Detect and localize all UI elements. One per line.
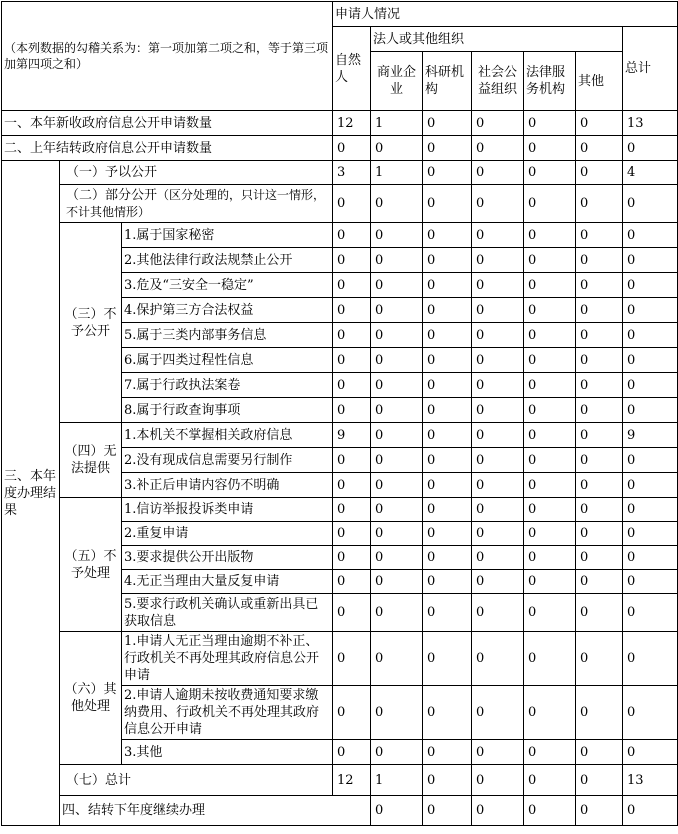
cell: 0 (524, 498, 576, 522)
cell: 1 (371, 765, 423, 796)
cell: 0 (623, 323, 678, 348)
cell: 0 (576, 111, 623, 136)
cell: 0 (371, 570, 423, 594)
cell: 0 (371, 498, 423, 522)
cell: 0 (623, 185, 678, 223)
cell: 0 (423, 740, 472, 765)
cell: 0 (623, 740, 678, 765)
cell: 0 (371, 686, 423, 740)
cell: 0 (423, 348, 472, 373)
row-label: 1.属于国家秘密 (122, 223, 333, 248)
cell: 0 (576, 448, 623, 473)
cell: 0 (472, 373, 524, 398)
cell: 0 (576, 136, 623, 161)
cell: 0 (472, 473, 524, 498)
cell: 0 (423, 398, 472, 423)
cell: 0 (423, 161, 472, 185)
cell: 0 (423, 546, 472, 570)
cell: 9 (333, 423, 371, 448)
table-row (2, 223, 678, 248)
cell: 0 (623, 796, 678, 826)
cell: 0 (524, 796, 576, 826)
cell: 0 (423, 423, 472, 448)
cell: 0 (524, 740, 576, 765)
cell: 0 (371, 740, 423, 765)
subgroup-label: （三）不予公开 (60, 223, 122, 423)
cell: 0 (524, 398, 576, 423)
cell: 0 (576, 765, 623, 796)
cell: 0 (623, 594, 678, 632)
subgroup-label: （五）不予处理 (60, 498, 122, 632)
row-label: 6.属于四类过程性信息 (122, 348, 333, 373)
cell: 0 (524, 185, 576, 223)
header-public-welfare: 社会公益组织 (472, 52, 524, 111)
cell: 0 (333, 448, 371, 473)
table-row (2, 632, 678, 686)
cell: 4 (623, 161, 678, 185)
cell: 0 (371, 223, 423, 248)
cell: 0 (333, 248, 371, 273)
cell: 0 (524, 273, 576, 298)
cell: 0 (423, 498, 472, 522)
cell: 0 (333, 398, 371, 423)
cell: 0 (333, 323, 371, 348)
cell: 1 (371, 161, 423, 185)
cell: 0 (333, 498, 371, 522)
cell: 0 (576, 161, 623, 185)
cell: 0 (333, 594, 371, 632)
cell: 0 (623, 686, 678, 740)
row-label: （七）总计 (60, 765, 333, 796)
cell: 0 (524, 632, 576, 686)
cell: 0 (333, 546, 371, 570)
cell: 0 (472, 594, 524, 632)
cell: 0 (623, 348, 678, 373)
cell: 0 (576, 546, 623, 570)
cell: 0 (576, 398, 623, 423)
cell: 0 (423, 185, 472, 223)
row-label: 2.没有现成信息需要另行制作 (122, 448, 333, 473)
row-label: 4.保护第三方合法权益 (122, 298, 333, 323)
row-label (60, 185, 333, 223)
cell: 0 (576, 248, 623, 273)
cell: 0 (623, 570, 678, 594)
row-label: 3.要求提供公开出版物 (122, 546, 333, 570)
cell: 0 (371, 546, 423, 570)
cell: 0 (333, 522, 371, 546)
cell: 0 (576, 740, 623, 765)
cell: 0 (423, 594, 472, 632)
row-label: 1.本机关不掌握相关政府信息 (122, 423, 333, 448)
cell: 0 (472, 348, 524, 373)
cell: 0 (423, 448, 472, 473)
row-label: 一、本年新收政府信息公开申请数量 (2, 111, 333, 136)
row-label: 四、结转下年度继续办理 (60, 796, 371, 826)
row-label: 3.其他 (122, 740, 333, 765)
table-row (2, 423, 678, 448)
cell: 13 (623, 111, 678, 136)
cell: 0 (524, 570, 576, 594)
cell: 0 (623, 273, 678, 298)
row-label: 2.重复申请 (122, 522, 333, 546)
cell: 0 (333, 473, 371, 498)
cell: 0 (576, 686, 623, 740)
cell: 0 (472, 223, 524, 248)
cell: 0 (371, 323, 423, 348)
subgroup-label: （六）其他处理 (60, 632, 122, 765)
cell: 0 (623, 398, 678, 423)
cell: 0 (623, 498, 678, 522)
cell: 0 (423, 298, 472, 323)
cell: 0 (423, 522, 472, 546)
cell: 0 (623, 522, 678, 546)
cell: 0 (472, 398, 524, 423)
cell: 0 (472, 323, 524, 348)
cell: 0 (472, 298, 524, 323)
cell: 0 (472, 248, 524, 273)
cell: 0 (576, 570, 623, 594)
cell: 0 (576, 273, 623, 298)
cell: 0 (576, 498, 623, 522)
cell: 0 (524, 136, 576, 161)
cell: 12 (333, 765, 371, 796)
table-row (2, 161, 678, 185)
cell: 0 (333, 136, 371, 161)
gov-info-disclosure-table (1, 1, 678, 826)
cell: 0 (423, 136, 472, 161)
cell: 0 (623, 632, 678, 686)
row-label: 3.补正后申请内容仍不明确 (122, 473, 333, 498)
cell: 0 (524, 298, 576, 323)
cell: 0 (472, 546, 524, 570)
cell: 0 (472, 185, 524, 223)
row-label: 5.属于三类内部事务信息 (122, 323, 333, 348)
cell: 0 (371, 185, 423, 223)
row-label: 3.危及“三安全一稳定” (122, 273, 333, 298)
cell: 0 (333, 223, 371, 248)
cell: 12 (333, 111, 371, 136)
cell: 0 (371, 348, 423, 373)
cell: 0 (472, 522, 524, 546)
header-total: 总计 (623, 27, 678, 111)
row-label: 1.信访举报投诉类申请 (122, 498, 333, 522)
cell: 0 (524, 765, 576, 796)
cell: 0 (524, 546, 576, 570)
cell: 0 (371, 448, 423, 473)
cell: 0 (472, 498, 524, 522)
cell: 0 (371, 298, 423, 323)
cell: 0 (576, 298, 623, 323)
cell: 0 (576, 632, 623, 686)
cell: 0 (623, 136, 678, 161)
cell: 9 (623, 423, 678, 448)
cell: 0 (576, 323, 623, 348)
row-label: 2.其他法律行政法规禁止公开 (122, 248, 333, 273)
cell: 0 (623, 448, 678, 473)
row-label: 1.申请人无正当理由逾期不补正、行政机关不再处理其政府信息公开申请 (122, 632, 333, 686)
header-natural-person: 自然人 (333, 27, 371, 111)
cell: 0 (524, 522, 576, 546)
cell: 0 (371, 796, 423, 826)
table-row (2, 111, 678, 136)
cell: 0 (576, 473, 623, 498)
cell: 0 (472, 570, 524, 594)
row-label: 4.无正当理由大量反复申请 (122, 570, 333, 594)
cell: 0 (472, 111, 524, 136)
cell: 0 (472, 796, 524, 826)
cell: 0 (576, 373, 623, 398)
cell: 0 (333, 273, 371, 298)
cell: 0 (524, 423, 576, 448)
cell: 0 (333, 185, 371, 223)
header-research: 科研机构 (423, 52, 472, 111)
cell: 0 (371, 522, 423, 546)
cell: 0 (623, 373, 678, 398)
cell: 0 (576, 423, 623, 448)
cell: 0 (423, 796, 472, 826)
header-legal-service: 法律服务机构 (524, 52, 576, 111)
cell: 0 (524, 248, 576, 273)
table-row (2, 136, 678, 161)
cell: 0 (371, 273, 423, 298)
cell: 0 (472, 161, 524, 185)
cell: 0 (623, 298, 678, 323)
cell: 0 (371, 398, 423, 423)
subgroup-label: （四）无法提供 (60, 423, 122, 498)
table-row (2, 498, 678, 522)
cell: 0 (472, 632, 524, 686)
cell: 0 (423, 632, 472, 686)
cell: 0 (333, 298, 371, 323)
cell: 3 (333, 161, 371, 185)
cell: 0 (423, 273, 472, 298)
cell: 0 (576, 522, 623, 546)
cell: 0 (423, 323, 472, 348)
cell: 0 (524, 111, 576, 136)
header-legal-entities: 法人或其他组织 (371, 27, 623, 52)
cell: 0 (472, 136, 524, 161)
cell: 0 (333, 686, 371, 740)
cell: 0 (472, 423, 524, 448)
cell: 0 (524, 448, 576, 473)
cell: 0 (623, 248, 678, 273)
row-label: 5.要求行政机关确认或重新出具已获取信息 (122, 594, 333, 632)
table-row (2, 796, 678, 826)
cell: 0 (524, 594, 576, 632)
row-label: 8.属于行政查询事项 (122, 398, 333, 423)
cell: 0 (472, 765, 524, 796)
cell: 0 (524, 223, 576, 248)
cell: 0 (423, 111, 472, 136)
cell: 0 (423, 223, 472, 248)
cell: 0 (524, 323, 576, 348)
cell: 0 (371, 248, 423, 273)
cell: 0 (524, 686, 576, 740)
header-other: 其他 (576, 52, 623, 111)
table-row (2, 765, 678, 796)
cell: 0 (623, 223, 678, 248)
cell: 0 (472, 686, 524, 740)
cell: 0 (371, 473, 423, 498)
cell: 0 (576, 223, 623, 248)
cell: 0 (333, 632, 371, 686)
row-label: （一）予以公开 (60, 161, 333, 185)
cell: 0 (623, 473, 678, 498)
cell: 13 (623, 765, 678, 796)
cell: 0 (371, 594, 423, 632)
cell: 0 (333, 348, 371, 373)
cell: 0 (472, 448, 524, 473)
header-commercial: 商业企业 (371, 52, 423, 111)
cell: 0 (423, 373, 472, 398)
cell: 0 (423, 473, 472, 498)
cell: 0 (333, 740, 371, 765)
cell: 0 (524, 348, 576, 373)
header-applicant-situation: 申请人情况 (333, 2, 678, 27)
cell: 0 (524, 373, 576, 398)
cell: 0 (524, 161, 576, 185)
row-label-main: （二）部分公开 (66, 187, 158, 203)
cell: 1 (371, 111, 423, 136)
cell: 0 (524, 473, 576, 498)
cell: 0 (576, 796, 623, 826)
cell: 0 (423, 570, 472, 594)
cell: 0 (371, 373, 423, 398)
cell: 0 (333, 570, 371, 594)
row-label: 二、上年结转政府信息公开申请数量 (2, 136, 333, 161)
cell: 0 (371, 423, 423, 448)
cell: 0 (472, 273, 524, 298)
cell: 0 (371, 632, 423, 686)
row-label-note: （区分处理的，只计这一情形，不计其他情形） (66, 187, 326, 219)
cell: 0 (623, 546, 678, 570)
row-label: 2.申请人逾期未按收费通知要求缴纳费用、行政机关不再处理其政府信息公开申请 (122, 686, 333, 740)
cell: 0 (423, 686, 472, 740)
cell: 0 (423, 248, 472, 273)
cell: 0 (576, 348, 623, 373)
cell: 0 (576, 594, 623, 632)
cell: 0 (371, 136, 423, 161)
cell: 0 (423, 765, 472, 796)
table-row (2, 185, 678, 223)
cell: 0 (472, 740, 524, 765)
table-note: （本列数据的勾稽关系为：第一项加第二项之和，等于第三项加第四项之和） (2, 2, 333, 111)
row-label: 7.属于行政执法案卷 (122, 373, 333, 398)
cell: 0 (576, 185, 623, 223)
group-label-results: 三、本年度办理结果 (2, 161, 60, 826)
cell: 0 (333, 373, 371, 398)
